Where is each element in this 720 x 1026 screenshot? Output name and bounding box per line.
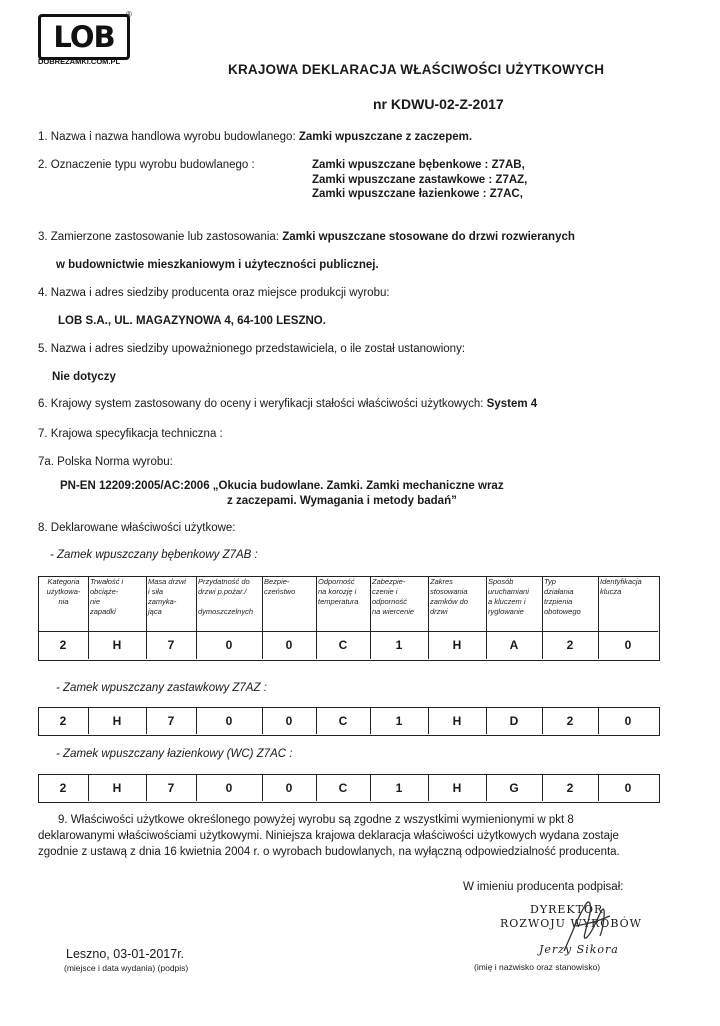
item-6-label: 6. Krajowy system zastosowany do oceny i weryfikacji stałości właściwości użytkowych: [38,398,484,410]
table-value-cell: 2 [59,780,67,795]
table-header-line: Kategoria [47,577,80,586]
table-header-line: Bezpie- [264,577,290,586]
table-header-cell [198,577,261,617]
signature-caption: (imię i nazwisko oraz stanowisko) [474,962,601,972]
table-header-cell [90,577,145,617]
table-value-cell: 7 [167,638,175,652]
table-header-line: i siła [148,587,164,596]
table-header-line: działania [544,587,574,596]
table-header-line: użytkowa- [46,587,81,596]
table-value-cell: A [509,638,519,652]
table-header-line: trzpienia [544,597,573,606]
table-header-line: nie [90,597,101,606]
variant-z7ac-label: - Zamek wpuszczany łazienkowy (WC) Z7AC : [56,748,293,760]
item-3 [38,231,575,243]
item-8-label: 8. Deklarowane właściwości użytkowe: [38,522,236,534]
item-6-value: System 4 [486,398,538,410]
item-2-type-z7ac: Zamki wpuszczane łazienkowe : Z7AC, [312,188,523,200]
table-value-cell: 0 [285,638,293,652]
table-value-cell: D [509,713,519,728]
table-header-line: nia [58,597,69,606]
table-header-line: stosowania [430,587,468,596]
item-4-value: LOB S.A., UL. MAGAZYNOWA 4, 64-100 LESZNO. [58,315,326,327]
stamp-line-1: DYREKTOR [530,903,604,916]
document-title: KRAJOWA DEKLARACJA WŁAŚCIWOŚCI UŻYTKOWYCH [228,62,605,77]
item-1-label: 1. Nazwa i nazwa handlowa wyrobu budowlanego: [38,131,296,143]
item-2-values [312,158,527,202]
item-9-line-2: deklarowanymi właściwościami użytkowymi. Niniejsza krajowa deklaracja właściwości użytkowych wydana zostaje [38,830,619,842]
item-1-value: Zamki wpuszczane z zaczepem. [298,131,473,143]
table-value-cell: 0 [624,638,632,652]
table-header-cell [372,577,427,617]
table-header-line: jąca [148,607,162,616]
table-value-cell: 7 [167,713,175,728]
table-header-line: odporność [372,597,408,606]
table-header-line: zamyka- [148,597,177,606]
item-3-label: 3. Zamierzone zastosowanie lub zastosowania: [38,231,279,243]
table-value-cell: 0 [225,713,233,728]
item-7a-value-2: z zaczepami. Wymagania i metody badań” [227,495,457,507]
stamp-line-3: Jerzy Sikora [539,943,619,956]
table-header-line: temperatura [318,597,359,606]
variant-z7ab-label: - Zamek wpuszczany bębenkowy Z7AB : [50,549,258,561]
table-value-cell: 0 [624,780,632,795]
item-5-label: 5. Nazwa i adres siedziby upoważnionego przedstawiciela, o ile został ustanowiony: [38,343,466,355]
table-header-line: uruchamiani [488,587,529,596]
item-3-value-cont: w budownictwie mieszkaniowym i użyteczności publicznej. [56,259,379,271]
table-header-line: klucza [600,587,622,596]
table-header-cell [318,577,369,607]
place-date: Leszno, 03-01-2017r. [66,947,185,961]
logo-text: LOB [53,20,115,54]
item-9-line-3: zgodnie z ustawą z dnia 16 kwietnia 2004 r. o wyrobach budowlanych, na wyłączną odpowiedzialność producenta. [38,846,620,858]
table-header-cell [40,577,87,607]
table-value-cell: C [338,713,348,728]
item-5-value: Nie dotyczy [52,371,116,383]
table-header-line: Przydatność do [198,577,250,586]
table-value-cell: C [338,780,348,795]
item-2-label: 2. Oznaczenie typu wyrobu budowlanego : [38,159,255,171]
table-value-cell: 0 [225,780,233,795]
table-header-line: dymoszczelnych [198,607,254,616]
table-header-cell [430,577,485,617]
table-value-cell: 1 [395,638,403,652]
table-header-line: drzwi p.pożar./ [198,587,247,596]
table-header-line: ryglowanie [488,607,524,616]
table-header-line: zamków do [430,597,468,606]
table-header-line: na wiercenie [372,607,415,616]
table-value-cell: 2 [566,780,574,795]
item-2-type-z7ab: Zamki wpuszczane bębenkowe : Z7AB, [312,159,525,171]
table-value-cell: 7 [167,780,175,795]
table-header-line: a kluczem i [488,597,526,606]
table-value-cell: H [452,713,462,728]
table-header-cell [148,577,195,617]
item-3-value: Zamki wpuszczane stosowane do drzwi rozwieranych [282,231,575,243]
signature-heading: W imieniu producenta podpisał: [463,881,624,893]
logo-registered-mark: ® [126,10,132,19]
table-header-line: czenie i [372,587,398,596]
table-value-cell: 2 [566,713,574,728]
table-value-cell: 0 [285,780,293,795]
item-2-type-z7az: Zamki wpuszczane zastawkowe : Z7AZ, [312,173,528,186]
table-value-cell: C [338,638,348,652]
table-value-cell: 2 [59,638,67,652]
table-value-cell: H [452,638,462,652]
table-header-line: zapadki [90,607,116,616]
item-7a-value-1: PN-EN 12209:2005/AC:2006 „Okucia budowlane. Zamki. Zamki mechaniczne wraz [60,480,504,492]
table-value-cell: 2 [566,638,574,652]
document-number: nr KDWU-02-Z-2017 [373,96,504,112]
variant-z7az-label: - Zamek wpuszczany zastawkowy Z7AZ : [56,682,267,694]
table-value-cell: 0 [624,713,632,728]
logo-url: DOBREZAMKI.COM.PL [38,57,121,66]
table-header-line: Trwałość i [90,577,124,586]
table-header-line: Zabezpie- [372,577,406,586]
table-header-line [198,597,261,607]
table-header-cell [600,577,657,597]
table-header-line: czeństwo [264,587,296,596]
company-logo [38,14,130,60]
table-header-line: Sposób [488,577,514,586]
table-header-cell [544,577,597,617]
place-date-caption: (miejsce i data wydania) (podpis) [64,963,189,973]
table-value-cell: 2 [59,713,67,728]
table-value-cell: H [112,638,122,652]
table-header-divider [38,631,658,632]
table-header-line: Typ [544,577,556,586]
item-9-line-1: 9. Właściwości użytkowe określonego powyżej wyrobu są zgodne z wszystkimi wymienionymi w pkt 8 [58,814,574,826]
table-value-cell: 0 [285,713,293,728]
table-header-line: obciąże- [90,587,119,596]
item-4-label: 4. Nazwa i adres siedziby producenta oraz miejsce produkcji wyrobu: [38,287,390,299]
table-header-line: obotowego [544,607,581,616]
table-value-cell: H [112,780,122,795]
item-7a-label: 7a. Polska Norma wyrobu: [38,456,173,468]
table-header-line: Identyfikacja [600,577,642,586]
table-value-cell: 1 [395,713,403,728]
table-header-cell [264,577,315,597]
stamp-line-2: ROZWOJU WYROBÓW [500,917,642,930]
item-6 [38,398,537,410]
table-value-cell: G [509,780,519,795]
item-1 [38,131,472,143]
table-header-line: drzwi [430,607,448,616]
table-header-line: na korozję i [318,587,357,596]
table-value-cell: H [452,780,462,795]
table-value-cell: 0 [225,638,233,652]
handwritten-signature [556,896,616,956]
table-header-line: Zakres [430,577,453,586]
item-7-label: 7. Krajowa specyfikacja techniczna : [38,428,223,440]
table-header-line: Odporność [318,577,355,586]
table-value-cell: 1 [395,780,403,795]
table-header-line: Masa drzwi [148,577,186,586]
table-header-cell [488,577,541,617]
table-value-cell: H [112,713,122,728]
